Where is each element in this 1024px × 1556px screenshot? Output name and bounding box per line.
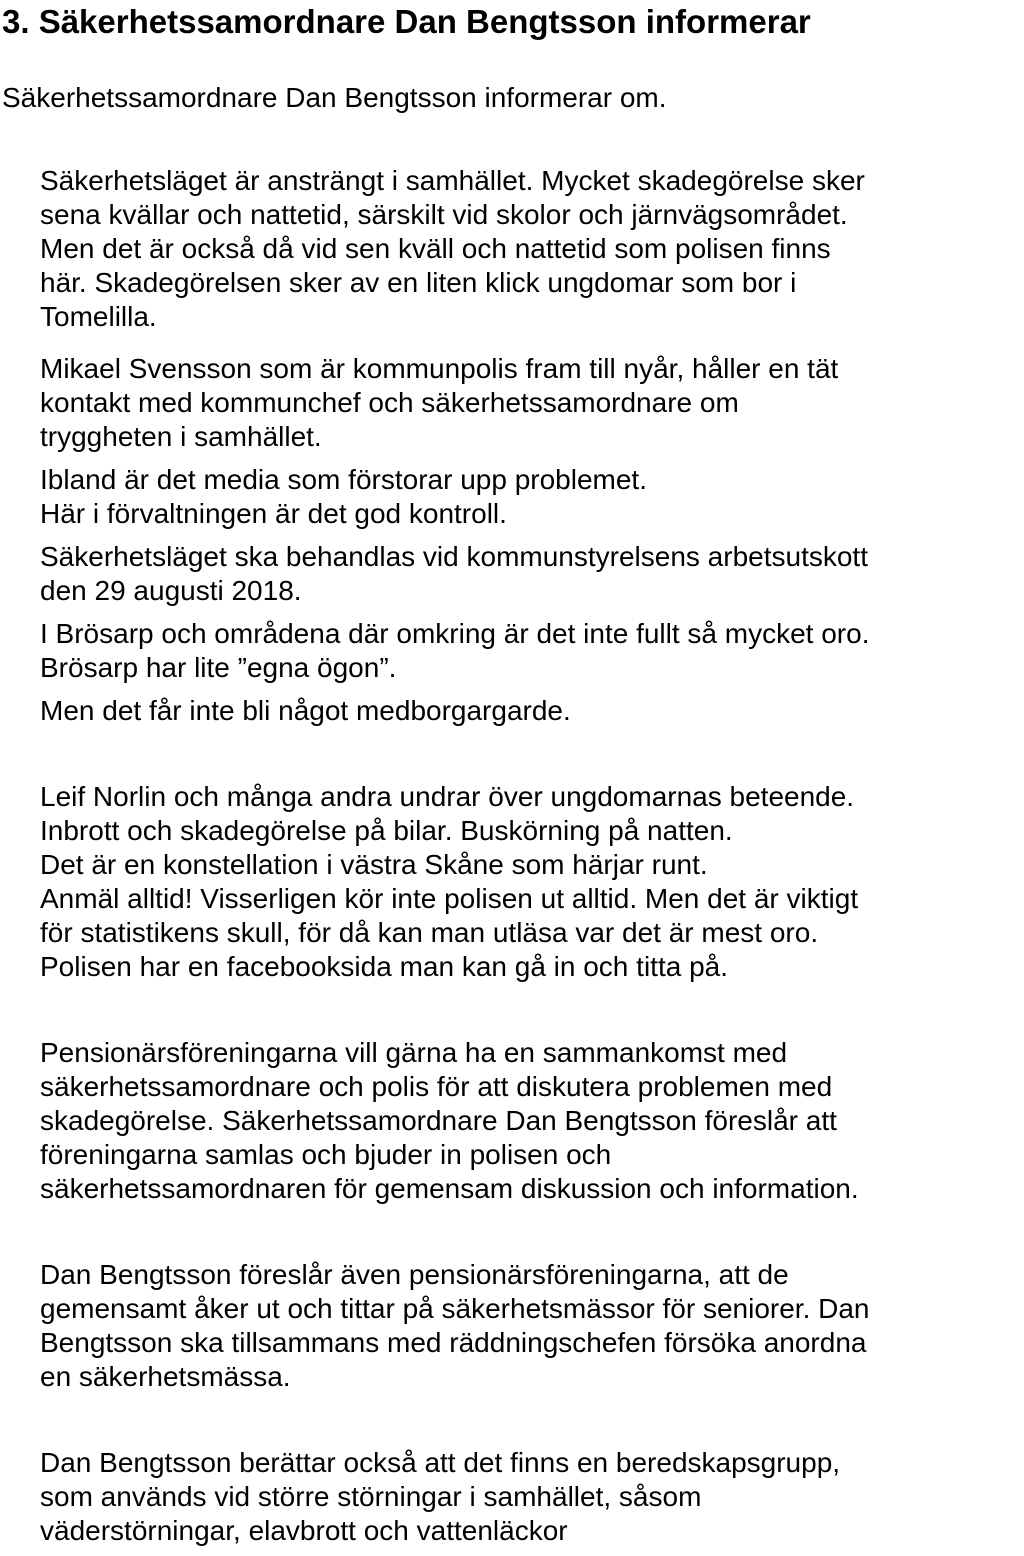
text-line: skadegörelse. Säkerhetssamordnare Dan Bengtsson föreslår att <box>40 1105 837 1136</box>
text-line: sena kvällar och nattetid, särskilt vid skolor och järnvägsområdet. <box>40 199 848 230</box>
text-line: en säkerhetsmässa. <box>40 1361 291 1392</box>
text-line: I Brösarp och områdena där omkring är det inte fullt så mycket oro. <box>40 618 870 649</box>
text-line: som används vid större störningar i samhället, såsom <box>40 1481 702 1512</box>
text-line: föreningarna samlas och bjuder in polisen och <box>40 1139 612 1170</box>
text-line: Anmäl alltid! Visserligen kör inte polisen ut alltid. Men det är viktigt <box>40 883 859 914</box>
text-line: den 29 augusti 2018. <box>40 575 302 606</box>
text-line: Ibland är det media som förstorar upp problemet. <box>40 464 647 495</box>
text-line: Här i förvaltningen är det god kontroll. <box>40 498 507 529</box>
text-line: säkerhetssamordnaren för gemensam diskussion och information. <box>40 1173 859 1204</box>
text-line: Bengtsson ska tillsammans med räddningschefen försöka anordna <box>40 1327 867 1358</box>
text-line: Brösarp har lite ”egna ögon”. <box>40 652 397 683</box>
text-line: Men det är också då vid sen kväll och nattetid som polisen finns <box>40 233 831 264</box>
text-line: tryggheten i samhället. <box>40 421 322 452</box>
text-line: för statistikens skull, för då kan man utläsa var det är mest oro. <box>40 917 819 948</box>
text-line: Dan Bengtsson föreslår även pensionärsföreningarna, att de <box>40 1259 789 1290</box>
text-line: kontakt med kommunchef och säkerhetssamordnare om <box>40 387 739 418</box>
text-line: Tomelilla. <box>40 301 157 332</box>
text-line: Inbrott och skadegörelse på bilar. Buskörning på natten. <box>40 815 733 846</box>
text-line: Säkerhetsläget är ansträngt i samhället. Mycket skadegörelse sker <box>40 165 865 196</box>
text-line: säkerhetssamordnare och polis för att diskutera problemen med <box>40 1071 833 1102</box>
text-line: här. Skadegörelsen sker av en liten klick ungdomar som bor i <box>40 267 797 298</box>
text-line: Men det får inte bli något medborgargarde. <box>40 695 571 726</box>
intro-line: Säkerhetssamordnare Dan Bengtsson informerar om. <box>2 82 667 113</box>
text-line: Det är en konstellation i västra Skåne som härjar runt. <box>40 849 708 880</box>
text-line: Pensionärsföreningarna vill gärna ha en sammankomst med <box>40 1037 788 1068</box>
text-line: väderstörningar, elavbrott och vattenläckor <box>40 1515 568 1546</box>
text-line: Mikael Svensson som är kommunpolis fram till nyår, håller en tät <box>40 353 839 384</box>
text-line: Säkerhetsläget ska behandlas vid kommunstyrelsens arbetsutskott <box>40 541 868 572</box>
section-heading: 3. Säkerhetssamordnare Dan Bengtsson informerar <box>2 3 811 40</box>
text-line: gemensamt åker ut och tittar på säkerhetsmässor för seniorer. Dan <box>40 1293 870 1324</box>
text-line: Polisen har en facebooksida man kan gå in och titta på. <box>40 951 728 982</box>
text-line: Dan Bengtsson berättar också att det finns en beredskapsgrupp, <box>40 1447 841 1478</box>
text-line: Leif Norlin och många andra undrar över ungdomarnas beteende. <box>40 781 855 812</box>
